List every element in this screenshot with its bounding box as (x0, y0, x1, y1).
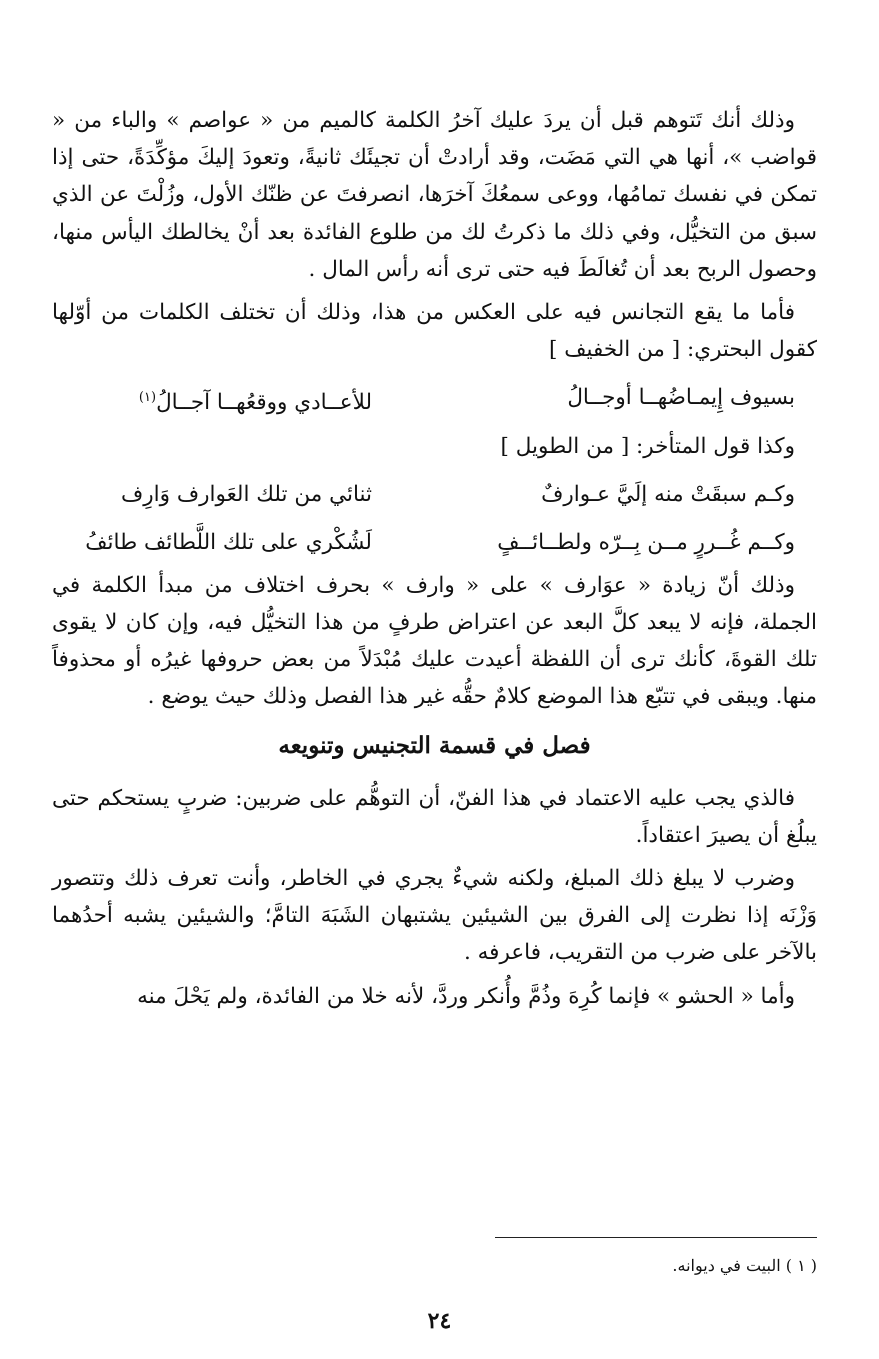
verse-line (52, 374, 817, 427)
verse-hemistich: وكـم سبقَتْ منه إلَيَّ عـوارفٌ (541, 481, 795, 507)
section-heading: فصل في قسمة التجنيس وتنويعه (278, 731, 591, 759)
footnote-marker: (١) (138, 390, 157, 406)
verse-hemistich: ثنائي من تلك العَوارف وَارِف (120, 481, 372, 507)
footnote-divider (495, 1237, 817, 1238)
paragraph: وذلك أنك تَتوهم قبل أن يردَ عليك آخرُ الكلمة كالميم من « عواصم » والباء من « قواضب »، أنها هي التي مَضَت، وقد أرادتْ أن تجيئَك ثانيةً، وتعودَ إليكَ مؤكِّدَةً، حتى إذا تمكن في نفسك تمامُها، ووعى سمعُكَ آخرَها، انصرفتَ عن ظنّك الأول، وزُلْتَ عن الذي سبق من التخيُّل، وفي ذلك ما ذكرتُ لك من طلوع الفائدة بعد أنْ يخالطك اليأس منها، وحصول الربح بعد أن تُغالَطَ فيه حتى ترى أنه رأس المال . (52, 108, 817, 282)
paragraph: وذلك أنّ زيادة « عوَارف » على « وارف » بحرف اختلاف من مبدأ الكلمة في الجملة، فإنه لا يبعد كلَّ البعد عن اعتراض طرفٍ من هذا التخيُّل فيه، وإن كان لا يقوى تلك القوةَ، كأنك ترى أن اللفظة أعيدت عليك مُبْدَلاً من بعض حروفها غيرُه أو محذوفاً منها. ويبقى في تتبّع هذا الموضع كلامٌ حقُّه غير هذا الفصل وذلك حيث يوضع . (52, 572, 817, 710)
paragraph: فأما ما يقع التجانس فيه على العكس من هذا، وذلك أن تختلف الكلمات من أوّلها كقول البحتري: [ من الخفيف ] (52, 300, 817, 363)
verse-line (52, 519, 817, 567)
paragraph: وضرب لا يبلغ ذلك المبلغ، ولكنه شيءٌ يجري في الخاطر، وأنت تعرف ذلك وتتصور وَزْنَه إذا نظرت إلى الفرق بين الشيئين يشتبهان الشَبَهَ التامَّ؛ والشيئين يشبه أحدُهما بالآخر على ضرب من التقريب، فاعرفه . (52, 866, 817, 966)
paragraph: فالذي يجب عليه الاعتماد في هذا الفنّ، أن التوهُّم على ضربين: ضربٍ يستحكم حتى يبلُغ أن يصيرَ اعتقاداً. (52, 785, 817, 848)
verse-line (52, 471, 817, 519)
verse-hemistich-text: للأعــادي ووقعُهــا آجــالُ (156, 390, 372, 416)
page-number: ٢٤ (427, 1308, 452, 1334)
footnote: ( ١ ) البيت في ديوانه. (672, 1256, 817, 1275)
paragraph: وكذا قول المتأخر: [ من الطويل ] (500, 433, 795, 459)
verse-hemistich (52, 374, 372, 427)
verse-hemistich: وكــم غُــررٍ مــن بِــرّه ولطــائــفٍ (497, 529, 795, 555)
paragraph: وأما « الحشو » فإنما كُرِهَ وذُمَّ وأُنكر وردَّ، لأنه خلا من الفائدة، ولم يَحْلَ منه (137, 983, 795, 1009)
verse-hemistich: لَشُكْري على تلك اللَّطائف طائفُ (85, 529, 372, 555)
verse-hemistich: بسيوف إِيمـاضُهــا أوجــالُ (567, 385, 795, 411)
